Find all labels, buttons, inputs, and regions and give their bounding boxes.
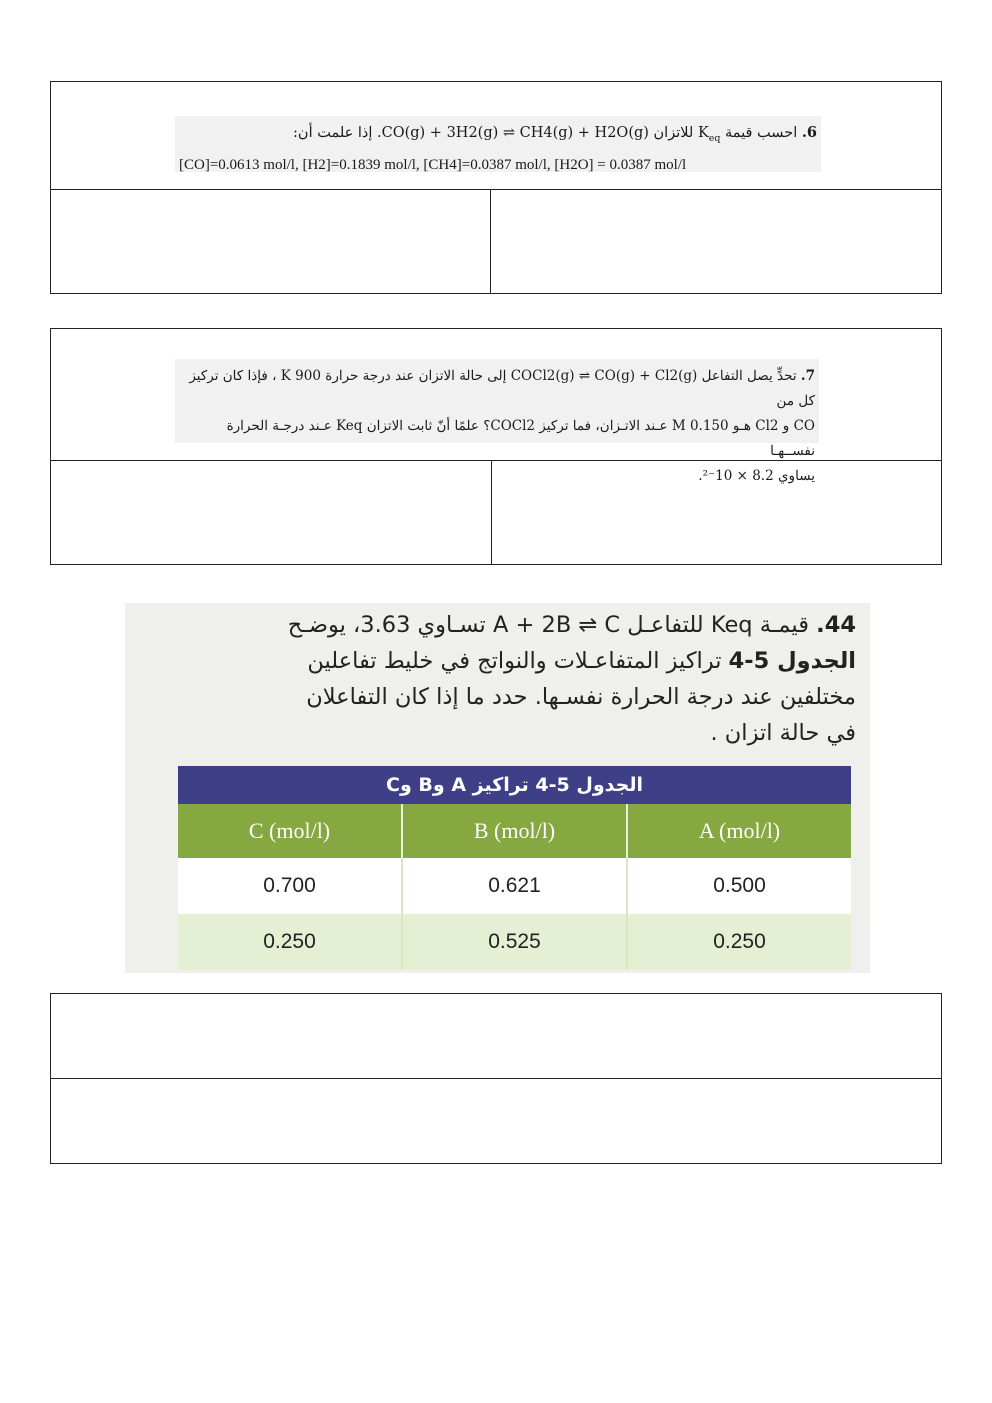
table-caption: الجدول 5-4 تراكيز A وB وC bbox=[178, 766, 851, 804]
table-cell: 0.500 bbox=[628, 858, 851, 914]
table-cell: 0.525 bbox=[403, 914, 628, 970]
question-7-line-2: CO و Cl2 هـو 0.150 M عـند الاتـزان، فما تركيز COCl2؟ علمًا أنّ ثابت الاتزان Keq عـند درجـة الحرارة نفســهـا bbox=[226, 418, 815, 459]
question-6-prompt: احسب قيمة K bbox=[697, 125, 798, 141]
question-44-line-2-text: تراكيز المتفاعـلات والنواتج في خليط تفاعلين bbox=[307, 648, 729, 674]
table-header-cell: B (mol/l) bbox=[403, 804, 628, 858]
table-row bbox=[178, 914, 851, 970]
question-44-line-3: مختلفين عند درجة الحرارة نفسـها. حدد ما إذا كان التفاعلان bbox=[306, 684, 856, 710]
table-cell: 0.700 bbox=[178, 858, 403, 914]
question-6-prompt-2: للاتزان bbox=[648, 125, 698, 141]
answer-column-divider bbox=[490, 189, 491, 293]
table-header-row bbox=[178, 804, 851, 858]
question-6-box bbox=[50, 81, 942, 294]
table-header-cell: A (mol/l) bbox=[628, 804, 851, 858]
question-6-prompt-3: . إذا علمت أن: bbox=[293, 125, 382, 141]
question-44-line-2 bbox=[136, 643, 856, 679]
question-44-line-4: في حالة اتزان . bbox=[710, 720, 856, 746]
table-cell: 0.621 bbox=[403, 858, 628, 914]
table-header-cell: C (mol/l) bbox=[178, 804, 403, 858]
answer-divider bbox=[51, 460, 941, 461]
table-reference: الجدول 5-4 bbox=[728, 648, 856, 674]
question-44-line-1 bbox=[136, 607, 856, 643]
question-6-text bbox=[175, 116, 821, 172]
question-6-line-1 bbox=[179, 120, 817, 152]
question-6-concentrations: [CO]=0.0613 mol/l, [H2]=0.1839 mol/l, [CH4]=0.0387 mol/l, [H2O] = 0.0387 mol/l bbox=[179, 156, 687, 173]
question-7-line-3: يساوي 8.2 × 10⁻². bbox=[698, 468, 815, 484]
table-cell: 0.250 bbox=[178, 914, 403, 970]
keq-subscript: eq bbox=[708, 132, 721, 144]
question-44-line-1-text: قيمـة Keq للتفاعـل A + 2B ⇌ C تسـاوي 3.63، يوضـح bbox=[287, 612, 809, 638]
question-44-answer-box bbox=[50, 993, 942, 1164]
question-44-number: 44. bbox=[816, 612, 856, 638]
table-cell: 0.250 bbox=[628, 914, 851, 970]
question-7-number: 7. bbox=[800, 368, 815, 384]
question-7-line-1-text: تحدٍّ يصل التفاعل COCl2(g) ⇌ CO(g) + Cl2(g) إلى حالة الاتزان عند درجة حرارة 900 K ، فإذا كان تركيز كل من bbox=[189, 368, 815, 409]
question-7-box bbox=[50, 328, 942, 565]
table-row bbox=[178, 858, 851, 914]
concentration-table bbox=[178, 766, 851, 972]
answer-divider bbox=[51, 189, 941, 190]
answer-divider bbox=[51, 1078, 941, 1079]
answer-column-divider bbox=[491, 460, 492, 564]
question-6-number: 6. bbox=[801, 124, 817, 141]
question-44-text bbox=[136, 607, 856, 751]
question-44-excerpt bbox=[125, 603, 870, 973]
question-7-line-1 bbox=[179, 364, 815, 414]
question-6-equation: CO(g) + 3H2(g) ⇌ CH4(g) + H2O(g) bbox=[381, 125, 649, 141]
question-7-text bbox=[175, 359, 819, 484]
